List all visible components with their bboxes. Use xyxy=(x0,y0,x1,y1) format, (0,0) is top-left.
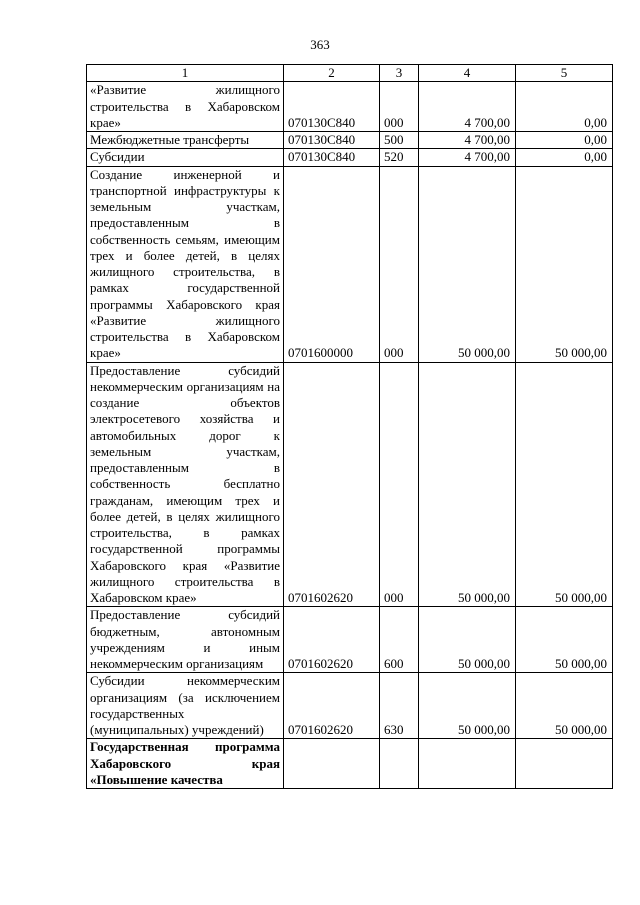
item-name: Субсидии некоммерческим организациям (за исключением государственных (муниципальных) учреждений) xyxy=(87,673,284,739)
table-row xyxy=(87,149,613,166)
budget-table xyxy=(86,64,613,789)
column-header-3: 3 xyxy=(380,65,419,82)
column-header-4: 4 xyxy=(419,65,516,82)
column-header-1: 1 xyxy=(87,65,284,82)
expense-type-code: 000 xyxy=(380,362,419,607)
target-article-code xyxy=(284,739,380,789)
amount-year-2: 0,00 xyxy=(516,149,613,166)
table-row-program-heading xyxy=(87,739,613,789)
target-article-code: 0701602620 xyxy=(284,673,380,739)
table-row xyxy=(87,362,613,607)
amount-year-1: 50 000,00 xyxy=(419,607,516,673)
item-name: Создание инженерной и транспортной инфраструктуры к земельным участкам, предоставленным в собственность семьям, имеющим трех и более детей, в целях жилищного строительства, в рамках государственной программы Хабаровского края «Развитие жилищного строительства в Хабаровском крае» xyxy=(87,166,284,362)
amount-year-1: 50 000,00 xyxy=(419,673,516,739)
item-name: Государственная программа Хабаровского края «Повышение качества xyxy=(87,739,284,789)
amount-year-2 xyxy=(516,739,613,789)
expense-type-code xyxy=(380,739,419,789)
target-article-code: 070130С840 xyxy=(284,132,380,149)
column-header-2: 2 xyxy=(284,65,380,82)
target-article-code: 070130С840 xyxy=(284,149,380,166)
amount-year-2: 0,00 xyxy=(516,132,613,149)
amount-year-2: 50 000,00 xyxy=(516,673,613,739)
page-number: 363 xyxy=(310,37,330,52)
target-article-code: 070130С840 xyxy=(284,82,380,132)
column-header-5: 5 xyxy=(516,65,613,82)
expense-type-code: 500 xyxy=(380,132,419,149)
expense-type-code: 000 xyxy=(380,82,419,132)
amount-year-1: 50 000,00 xyxy=(419,362,516,607)
table-row xyxy=(87,673,613,739)
amount-year-2: 50 000,00 xyxy=(516,362,613,607)
item-name: «Развитие жилищного строительства в Хабаровском крае» xyxy=(87,82,284,132)
expense-type-code: 000 xyxy=(380,166,419,362)
amount-year-2: 50 000,00 xyxy=(516,607,613,673)
item-name: Предоставление субсидий бюджетным, автономным учреждениям и иным некоммерческим организациям xyxy=(87,607,284,673)
expense-type-code: 520 xyxy=(380,149,419,166)
item-name: Межбюджетные трансферты xyxy=(87,132,284,149)
amount-year-1 xyxy=(419,739,516,789)
target-article-code: 0701602620 xyxy=(284,362,380,607)
item-name: Субсидии xyxy=(87,149,284,166)
target-article-code: 0701602620 xyxy=(284,607,380,673)
table-header-row xyxy=(87,65,613,82)
expense-type-code: 630 xyxy=(380,673,419,739)
item-name: Предоставление субсидий некоммерческим организациям на создание объектов электросетевого хозяйства и автомобильных дорог к земельным участкам, предоставленным в собственность бесплатно гражданам, имеющим трех и более детей, в целях жилищного строительства, в рамках государственной программы Хабаровского края «Развитие жилищного строительства в Хабаровском крае» xyxy=(87,362,284,607)
amount-year-1: 4 700,00 xyxy=(419,149,516,166)
amount-year-2: 0,00 xyxy=(516,82,613,132)
amount-year-1: 50 000,00 xyxy=(419,166,516,362)
table-row xyxy=(87,132,613,149)
table-row xyxy=(87,82,613,132)
table-row xyxy=(87,166,613,362)
amount-year-2: 50 000,00 xyxy=(516,166,613,362)
amount-year-1: 4 700,00 xyxy=(419,132,516,149)
expense-type-code: 600 xyxy=(380,607,419,673)
amount-year-1: 4 700,00 xyxy=(419,82,516,132)
table-row xyxy=(87,607,613,673)
target-article-code: 0701600000 xyxy=(284,166,380,362)
